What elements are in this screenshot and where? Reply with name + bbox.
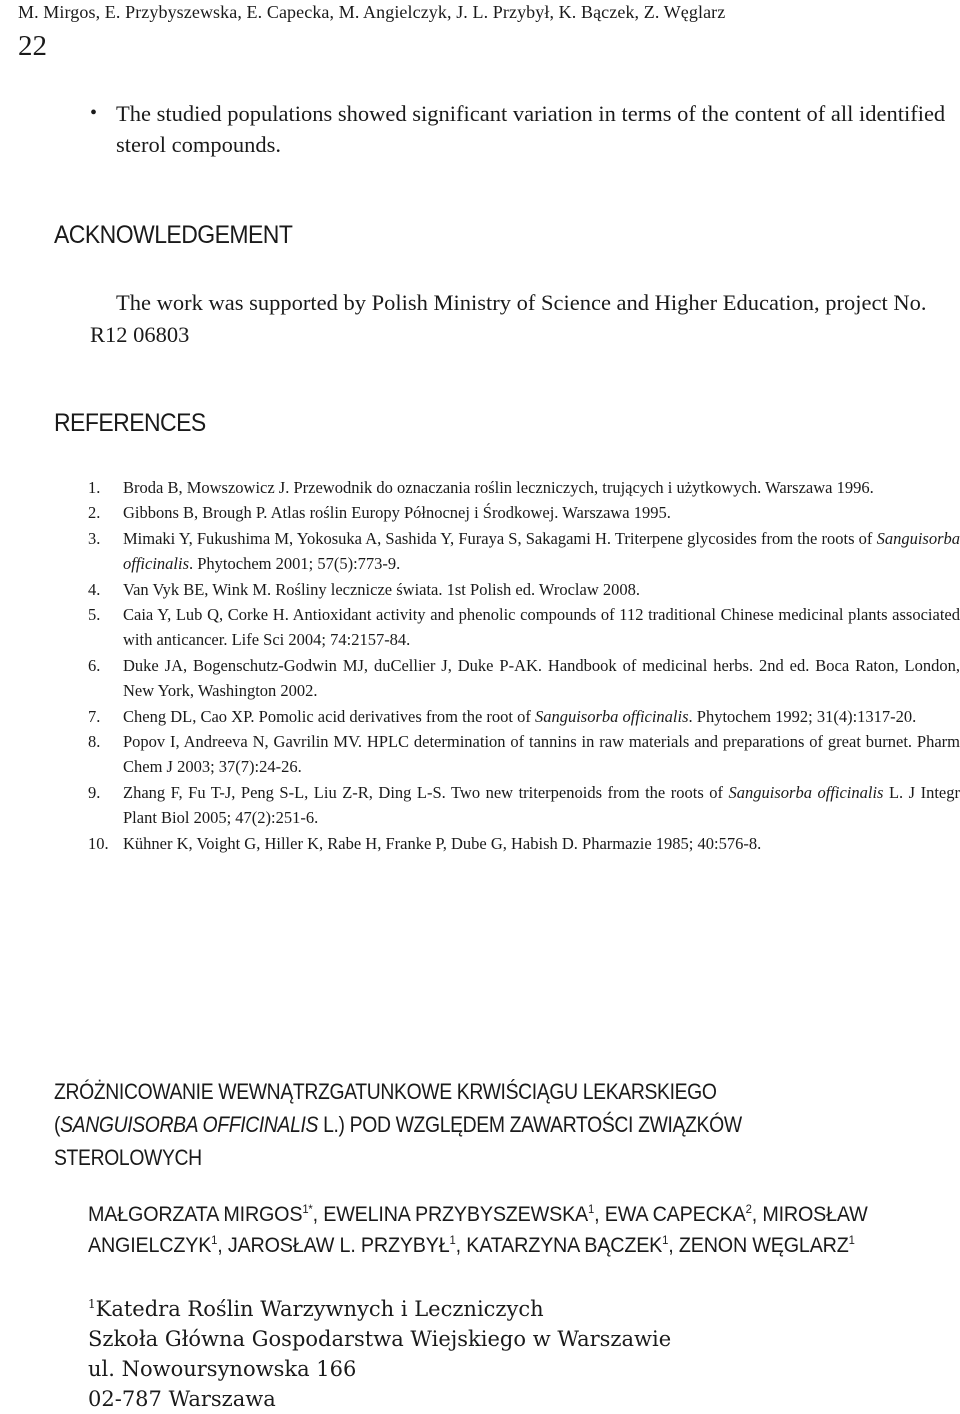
affiliation-text: Szkoła Główna Gospodarstwa Wiejskiego w Warszawie bbox=[88, 1327, 672, 1351]
references-list bbox=[88, 475, 960, 856]
acknowledgement-body bbox=[90, 287, 960, 351]
reference-number: 9. bbox=[88, 782, 101, 802]
reference-number: 8. bbox=[88, 732, 101, 752]
author-name: KATARZYNA BĄCZEK bbox=[466, 1234, 663, 1257]
reference-text-main: Cheng DL, Cao XP. Pomolic acid derivatives from the root of bbox=[123, 706, 535, 726]
reference-number: 5. bbox=[88, 605, 101, 625]
reference-text-tail: L. J Integr Plant Biol 2005; 47(2):251-6. bbox=[123, 782, 960, 828]
affiliation-line bbox=[88, 1354, 948, 1384]
author-separator: , bbox=[594, 1203, 605, 1226]
author-affiliation-mark: 1 bbox=[449, 1233, 456, 1247]
conclusion-bullet bbox=[90, 98, 960, 160]
author-name: ZENON WĘGLARZ bbox=[678, 1234, 849, 1257]
author-name: JAROSŁAW L. PRZYBYŁ bbox=[227, 1234, 450, 1257]
reference-item bbox=[88, 577, 960, 602]
reference-text bbox=[123, 475, 960, 500]
polish-title-pre: ZRÓŻNICOWANIE WEWNĄTRZGATUNKOWE KRWIŚCIĄGU LEKARSKIEGO ( bbox=[54, 1079, 717, 1137]
references-heading: REFERENCES bbox=[54, 409, 206, 437]
reference-text-main: Popov I, Andreeva N, Gavrilin MV. HPLC determination of tannins in raw materials and preparations of great burnet. Pharm Chem J 2003; 37(7):24-26. bbox=[123, 732, 960, 777]
reference-text bbox=[123, 653, 960, 704]
reference-text bbox=[123, 780, 960, 831]
reference-item bbox=[88, 653, 960, 704]
reference-number: 4. bbox=[88, 579, 101, 599]
reference-item bbox=[88, 475, 960, 500]
running-head: M. Mirgos, E. Przybyszewska, E. Capecka, M. Angielczyk, J. L. Przybył, K. Bączek, Z. Węglarz bbox=[18, 2, 726, 22]
author-affiliation-mark: 1 bbox=[211, 1233, 218, 1247]
bullet-icon: • bbox=[90, 102, 98, 124]
reference-item bbox=[88, 602, 960, 653]
reference-text-main: Kühner K, Voight G, Hiller K, Rabe H, Franke P, Dube G, Habish D. Pharmazie 1985; 40:576-8. bbox=[123, 833, 762, 853]
reference-text-main: Mimaki Y, Fukushima M, Yokosuka A, Sashida Y, Furaya S, Sakagami H. Triterpene glycosides from the roots of bbox=[123, 528, 877, 548]
affiliation-line bbox=[88, 1384, 948, 1414]
reference-number: 10. bbox=[88, 833, 109, 853]
reference-text bbox=[123, 577, 960, 602]
author-affiliation-mark: 2 bbox=[745, 1202, 752, 1216]
author-affiliation-mark: 1 bbox=[662, 1233, 669, 1247]
reference-text-main: Van Vyk BE, Wink M. Rośliny lecznicze świata. 1st Polish ed. Wroclaw 2008. bbox=[123, 579, 640, 599]
affiliation bbox=[88, 1294, 948, 1414]
reference-text bbox=[123, 729, 960, 780]
reference-text-tail: . Phytochem 1992; 31(4):1317-20. bbox=[688, 706, 917, 726]
reference-text bbox=[123, 831, 960, 856]
author-separator: , bbox=[668, 1234, 679, 1257]
reference-number: 7. bbox=[88, 706, 101, 726]
reference-item bbox=[88, 526, 960, 577]
reference-text-main: Duke JA, Bogenschutz-Godwin MJ, duCellier J, Duke P-AK. Handbook of medicinal herbs. 2nd ed. Boca Raton, London, New York, Washington 2002. bbox=[123, 655, 960, 701]
reference-text bbox=[123, 526, 960, 577]
reference-species-name: Sanguisorba officinalis bbox=[123, 528, 960, 574]
author-affiliation-mark: 1 bbox=[848, 1233, 855, 1247]
affiliation-line bbox=[88, 1294, 948, 1324]
affiliation-mark: 1 bbox=[88, 1297, 96, 1311]
author-list bbox=[88, 1199, 908, 1261]
author-separator: , bbox=[217, 1234, 228, 1257]
reference-text-main: Zhang F, Fu T-J, Peng S-L, Liu Z-R, Ding L-S. Two new triterpenoids from the roots of bbox=[123, 782, 729, 802]
author-separator: , bbox=[312, 1203, 324, 1226]
author-separator: , bbox=[455, 1234, 467, 1257]
acknowledgement-heading: ACKNOWLEDGEMENT bbox=[54, 221, 293, 249]
author-name: MIROSŁAW ANGIELCZYK bbox=[88, 1203, 868, 1257]
polish-title bbox=[54, 1075, 828, 1174]
reference-number: 6. bbox=[88, 655, 101, 675]
author-name: EWELINA PRZYBYSZEWSKA bbox=[323, 1203, 589, 1226]
affiliation-text: 02-787 Warszawa bbox=[88, 1387, 276, 1411]
affiliation-text: ul. Nowoursynowska 166 bbox=[88, 1357, 357, 1381]
reference-number: 2. bbox=[88, 503, 101, 523]
reference-item bbox=[88, 704, 960, 729]
reference-text bbox=[123, 602, 960, 653]
reference-number: 1. bbox=[88, 478, 101, 497]
reference-species-name: Sanguisorba officinalis bbox=[728, 782, 884, 802]
reference-item bbox=[88, 729, 960, 780]
reference-text-main: Gibbons B, Brough P. Atlas roślin Europy Północnej i Środkowej. Warszawa 1995. bbox=[123, 503, 671, 523]
polish-title-post: L.) POD WZGLĘDEM ZAWARTOŚCI ZWIĄZKÓW STEROLOWYCH bbox=[54, 1112, 742, 1170]
bullet-text: The studied populations showed significant variation in terms of the content of all identified sterol compounds. bbox=[116, 101, 946, 157]
reference-text-tail: . Phytochem 2001; 57(5):773-9. bbox=[189, 554, 401, 574]
reference-species-name: Sanguisorba officinalis bbox=[534, 706, 689, 726]
reference-item bbox=[88, 831, 960, 856]
acknowledgement-text: The work was supported by Polish Ministry of Science and Higher Education, project No. R12 06803 bbox=[90, 290, 927, 347]
polish-title-species: SANGUISORBA OFFICINALIS bbox=[60, 1112, 319, 1137]
reference-text bbox=[123, 500, 960, 525]
author-affiliation-mark: 1* bbox=[302, 1202, 313, 1216]
reference-item bbox=[88, 500, 960, 525]
page-number: 22 bbox=[18, 30, 47, 62]
author-separator: , bbox=[751, 1203, 763, 1226]
reference-text bbox=[123, 704, 960, 729]
affiliation-line bbox=[88, 1324, 948, 1354]
reference-item bbox=[88, 780, 960, 831]
reference-text-main: Caia Y, Lub Q, Corke H. Antioxidant activity and phenolic compounds of 112 traditional Chinese medicinal plants associated with anticancer. Life Sci 2004; 74:2157-84. bbox=[123, 605, 960, 650]
author-affiliation-mark: 1 bbox=[588, 1202, 595, 1216]
reference-text-main: Broda B, Mowszowicz J. Przewodnik do oznaczania roślin leczniczych, trujących i użytkowych. Warszawa 1996. bbox=[123, 478, 874, 497]
affiliation-text: Katedra Roślin Warzywnych i Leczniczych bbox=[95, 1297, 544, 1321]
author-name: MAŁGORZATA MIRGOS bbox=[88, 1203, 303, 1226]
reference-number: 3. bbox=[88, 528, 101, 548]
author-name: EWA CAPECKA bbox=[604, 1203, 746, 1226]
